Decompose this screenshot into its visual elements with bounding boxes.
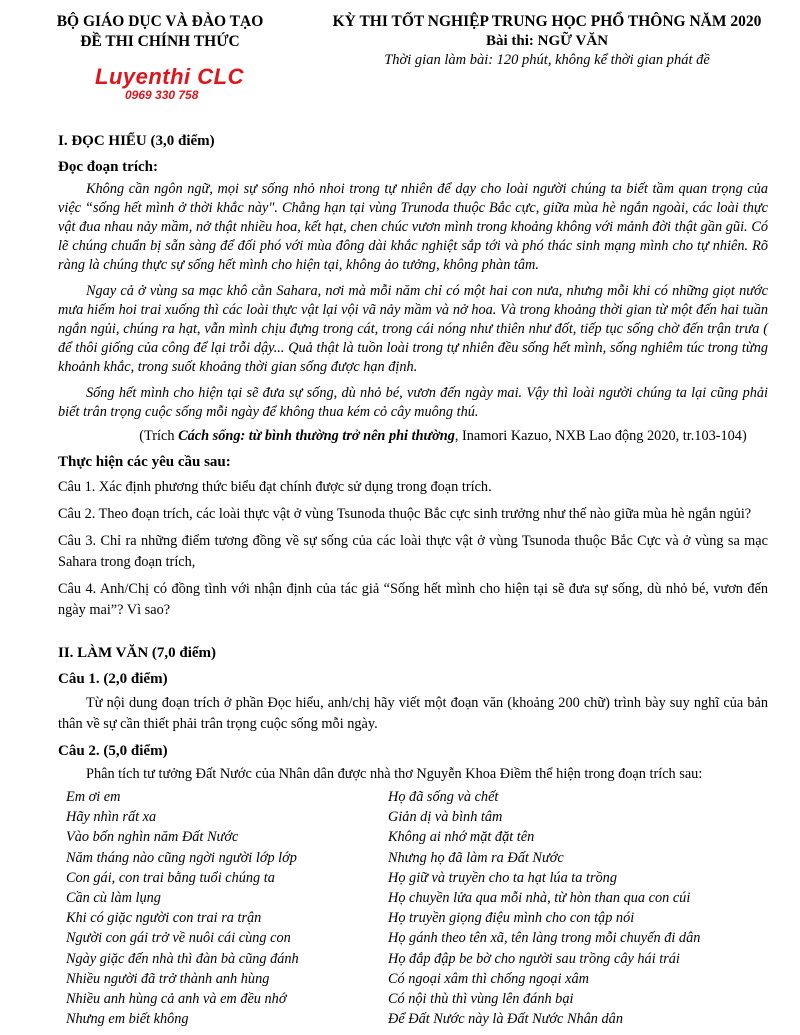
poem-line: Họ đắp đập be bờ cho người sau trồng cây hái trái bbox=[388, 950, 680, 967]
poem-right-column bbox=[388, 787, 768, 1029]
poem-line: Nhiều anh hùng cả anh và em đều nhớ bbox=[66, 991, 287, 1008]
poem-line: Họ gánh theo tên xã, tên làng trong mỗi chuyến đi dân bbox=[388, 930, 701, 947]
essay-q1-text: Từ nội dung đoạn trích ở phần Đọc hiểu, anh/chị hãy viết một đoạn văn (khoảng 200 chữ) trình bày suy nghĩ của bản thân về sự cần thiết phải trân trọng cuộc sống mỗi ngày. bbox=[58, 695, 768, 732]
passage-paragraph: Không cần ngôn ngữ, mọi sự sống nhỏ nhoi trong tự nhiên để dạy cho loài người chúng ta biết tầm quan trọng của việc “sống hết mình ở thời khắc này". Chẳng hạn tại vùng Trunoda thuộc Bắc cực, giữa mùa hè ngắn ngoài, các loài thực vật đua nhau nảy mầm, nở thật nhiều hoa, kết hạt, chen chúc vươn mình trong khoảng không với mảnh đời thật gần gũi. Có lẽ chúng chuẩn bị sẵn sàng để đối phó với mùa đông dài khắc nghiệt sắp tới và phó thác sinh mạng mình cho tự nhiên. Rõ ràng là chúng thực sự sống hết mình cho hiện tại, không ảo tưởng, không phàn tâm. bbox=[58, 181, 768, 273]
header-left bbox=[40, 12, 280, 52]
poem-line: Họ đã sống và chết bbox=[388, 789, 499, 805]
poem-line: Họ giữ và truyền cho ta hạt lúa ta trồng bbox=[388, 869, 617, 886]
exam-content bbox=[58, 131, 768, 1029]
poem-line: Nhưng họ đã làm ra Đất Nước bbox=[388, 849, 564, 866]
poem-line: Giản dị và bình tâm bbox=[388, 809, 503, 826]
question-2: Câu 2. Theo đoạn trích, các loài thực vật ở vùng Tsunoda thuộc Bắc cực sinh trưởng như thế nào giữa mùa hè ngắn ngủi? bbox=[58, 506, 752, 522]
read-label: Đọc đoạn trích: bbox=[58, 159, 158, 175]
citation-title: Cách sống: từ bình thường trở nên phi thường bbox=[178, 428, 455, 444]
exam-subject: Bài thi: NGỮ VĂN bbox=[485, 33, 609, 49]
poem-line: Ngày giặc đến nhà thì đàn bà cũng đánh bbox=[66, 950, 299, 967]
poem-line: Vào bốn nghìn năm Đất Nước bbox=[66, 829, 239, 846]
poem-line: Hãy nhìn rất xa bbox=[66, 809, 157, 826]
essay-q2-title: Câu 2. (5,0 điểm) bbox=[58, 743, 168, 759]
poem-line: Năm tháng nào cũng ngời người lớp lớp bbox=[66, 849, 297, 866]
passage-paragraph: Sống hết mình cho hiện tại sẽ đưa sự sống, dù nhỏ bé, vươn đến ngày mai. Vậy thì loài người chúng ta lại cũng phải biết trân trọng cuộc sống mỗi ngày để không thua kém cỏ cây muông thú. bbox=[58, 385, 768, 420]
section-1-title: I. ĐỌC HIỂU (3,0 điểm) bbox=[58, 133, 215, 149]
poem-left-column bbox=[58, 787, 388, 1029]
poem-line: Cần cù làm lụng bbox=[66, 890, 161, 907]
question-1: Câu 1. Xác định phương thức biểu đạt chính được sử dụng trong đoạn trích. bbox=[58, 479, 492, 495]
ministry-name: BỘ GIÁO DỤC VÀ ĐÀO TẠO bbox=[56, 13, 264, 30]
question-4: Câu 4. Anh/Chị có đồng tình với nhận định của tác giả “Sống hết mình cho hiện tại sẽ đưa sự sống, dù nhỏ bé, vươn đến ngày mai”? Vì sao? bbox=[58, 581, 768, 618]
poem-line: Nhiều người đã trở thành anh hùng bbox=[66, 970, 270, 987]
citation-suffix: , Inamori Kazuo, NXB Lao động 2020, tr.103-104) bbox=[454, 428, 747, 444]
poem-line: Khi có giặc người con trai ra trận bbox=[66, 910, 262, 927]
poem-line: Họ truyền giọng điệu mình cho con tập nói bbox=[388, 910, 635, 927]
question-3: Câu 3. Chỉ ra những điểm tương đồng về sự sống của các loài thực vật ở vùng Tsunoda thuộc Bắc Cực và ở vùng sa mạc Sahara trong đoạn trích, bbox=[58, 533, 768, 570]
watermark-logo bbox=[95, 66, 255, 102]
poem-line: Con gái, con trai bằng tuổi chúng ta bbox=[66, 869, 275, 886]
poem-line: Người con gái trở về nuôi cái cùng con bbox=[66, 930, 291, 947]
watermark-brand: Luyenthi CLC bbox=[95, 64, 244, 89]
poem-excerpt bbox=[58, 787, 768, 1029]
watermark-phone: 0969 330 758 bbox=[125, 88, 199, 102]
essay-q1-title: Câu 1. (2,0 điểm) bbox=[58, 671, 168, 687]
exam-status: ĐỀ THI CHÍNH THỨC bbox=[80, 33, 240, 50]
poem-line: Có ngoại xâm thì chống ngoại xâm bbox=[388, 970, 589, 987]
poem-line: Có nội thù thì vùng lên đánh bại bbox=[388, 991, 574, 1008]
poem-line: Nhưng em biết không bbox=[66, 1011, 189, 1028]
poem-line: Họ chuyền lửa qua mỗi nhà, từ hòn than qua con cúi bbox=[388, 890, 691, 907]
exam-title: KỲ THI TỐT NGHIỆP TRUNG HỌC PHỔ THÔNG NĂM 2020 bbox=[332, 13, 762, 30]
poem-line: Em ơi em bbox=[66, 789, 121, 805]
citation bbox=[58, 427, 768, 446]
passage-paragraph: Ngay cả ở vùng sa mạc khô cằn Sahara, nơi mà mỗi năm chỉ có một hai con nưa, nhưng mỗi khi có những giọt nước mưa hiếm hoi trai xuống thì các loài thực vật lại vội vã nảy mầm và nở hoa. Và trong khoảng thời gian từ một đến hai tuần ngắn ngủi, chúng ra hạt, vẫn mình chịu đựng trong cát, trong cái nóng như thiên như đốt, tiếp tục sống chờ đến trận trưa ( để thôi giống của công để lại trỗi dậy... Quả thật là tuồn loài trong tự nhiên đều sống hết mình, sống nghiêm túc trong từng khoảnh khắc, trong suốt khoảng thời gian sống được hạn định. bbox=[58, 283, 768, 375]
poem-line: Để Đất Nước này là Đất Nước Nhân dân bbox=[388, 1011, 623, 1028]
essay-q2-text: Phân tích tư tưởng Đất Nước của Nhân dân được nhà thơ Nguyễn Khoa Điềm thể hiện trong đoạn trích sau: bbox=[86, 766, 703, 782]
tasks-label: Thực hiện các yêu cầu sau: bbox=[58, 454, 231, 470]
citation-prefix: (Trích bbox=[139, 428, 179, 444]
section-2-title: II. LÀM VĂN (7,0 điểm) bbox=[58, 645, 217, 661]
poem-line: Không ai nhớ mặt đặt tên bbox=[388, 829, 535, 846]
exam-duration: Thời gian làm bài: 120 phút, không kể thời gian phát đề bbox=[384, 52, 710, 68]
header-right bbox=[312, 12, 782, 70]
